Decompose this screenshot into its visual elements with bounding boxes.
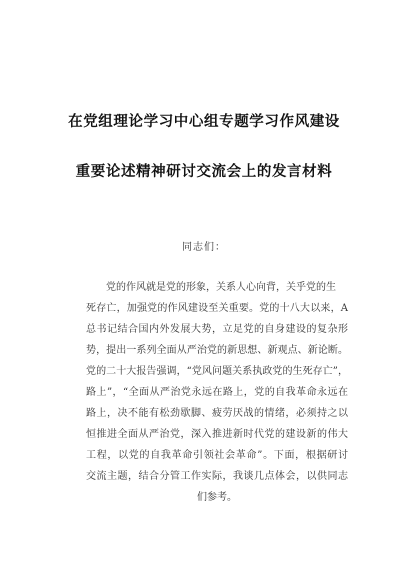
body-line: 交流主题，结合分管工作实际，我谈几点体会，以供同志 (86, 471, 348, 482)
body-line: 工程，以党的自我革命引领社会革命”。下面，根据研讨 (86, 450, 348, 461)
body-line: 党的作风就是党的形象，关系人心向背，关乎党的生 (106, 282, 336, 293)
body-line: 恒推进全面从严治党，深入推进新时代党的建设新的伟大 (86, 429, 348, 440)
body-line: 总书记结合国内外发展大势，立足党的自身建设的复杂形 (86, 324, 348, 335)
document-title-line-1: 在党组理论学习中心组专题学习作风建设 (68, 114, 340, 130)
document-title-line-2: 重要论述精神研讨交流会上的发言材料 (75, 164, 333, 180)
body-line: 党的二十大报告强调，“党风问题关系执政党的生死存亡”， (86, 366, 348, 377)
body-line: 势，提出一系列全面从严治党的新思想、新观点、新论断。 (86, 345, 348, 356)
body-line: 路上，决不能有松劲歇脚、疲劳厌战的情绪，必须持之以 (86, 408, 348, 419)
body-line: 们参考。 (197, 492, 237, 503)
body-paragraph (86, 277, 348, 508)
body-line: 路上”，“全面从严治党永远在路上，党的自我革命永远在 (86, 387, 348, 398)
body-line: 死存亡，加强党的作风建设至关重要。党的十八大以来，A (86, 303, 348, 314)
salutation: 同志们： (182, 242, 226, 253)
